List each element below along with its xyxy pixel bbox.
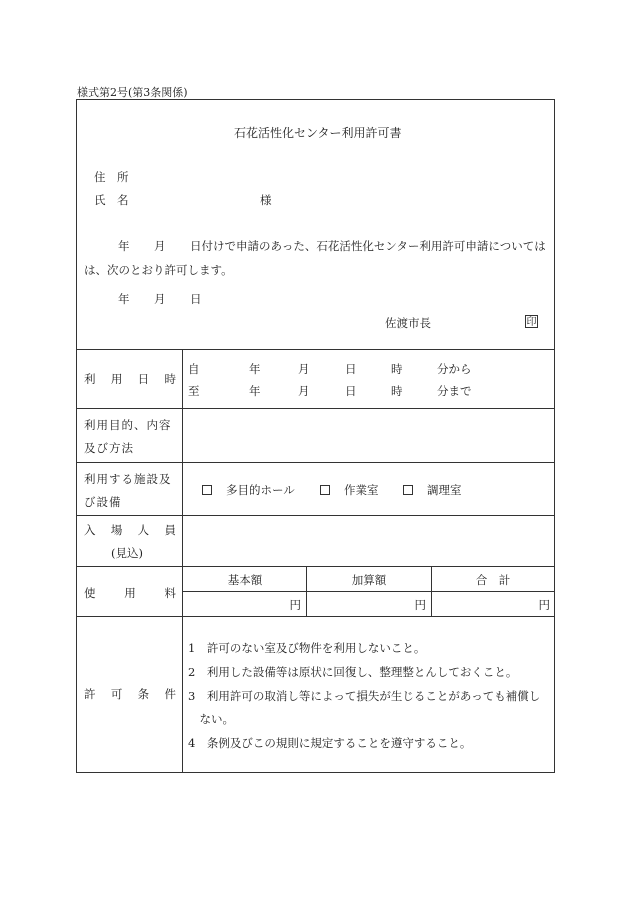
attendees-sublabel: (見込) [111,546,143,560]
conditions-label [84,686,176,702]
condition-item-3-continued: ない。 [188,712,234,726]
divider-header-bottom [76,349,555,350]
from-year: 年 [249,362,261,376]
datetime-label [84,371,176,387]
application-month: 月 [154,239,166,253]
fee-header-total: 合 計 [475,573,511,587]
to-day: 日 [345,384,357,398]
divider-fee-col2 [431,566,432,616]
checkbox-icon[interactable] [320,485,330,495]
attendees-label [84,522,176,538]
facilities-label-line2: び設備 [84,495,122,509]
purpose-label-line1: 利用目的、内容 [84,418,172,432]
attendees-label-char: 人 [137,523,150,537]
from-suffix: 分から [437,362,472,376]
address-label: 住 所 [94,170,129,184]
form-number: 様式第2号(第3条関係) [77,86,188,99]
facility-option-hall[interactable] [202,482,295,498]
purpose-field[interactable] [184,409,554,461]
datetime-label-char: 時 [164,372,176,386]
facility-option-label: 作業室 [344,483,379,497]
from-day: 日 [345,362,357,376]
to-year: 年 [249,384,261,398]
fee-header-additional: 加算額 [351,573,387,587]
attendees-label-char: 場 [110,523,123,537]
attendees-label-char: 入 [84,523,96,537]
condition-item-3: 3 利用許可の取消し等によって損失が生じることがあっても補償し [188,689,541,703]
fees-label-char: 使 [84,586,96,600]
fees-label-char: 用 [124,586,136,600]
from-prefix: 自 [188,362,200,376]
attendees-field[interactable] [184,516,554,565]
facility-option-workroom[interactable] [320,482,379,498]
condition-item-4: 4 条例及びこの規則に規定することを遵守すること。 [188,736,472,750]
issue-month: 月 [154,292,166,306]
fee-additional-unit: 円 [414,598,426,612]
divider-fee-col1 [306,566,307,616]
honorific: 様 [260,193,272,207]
fees-label-char: 料 [164,586,176,600]
body-line-2: は、次のとおり許可します。 [84,263,233,277]
conditions-label-char: 可 [110,687,123,701]
fees-label [84,585,176,601]
conditions-label-char: 件 [164,687,176,701]
divider-attendees-bottom [76,566,555,567]
issue-day: 日 [190,292,202,306]
conditions-label-char: 許 [84,687,96,701]
body-line-1: 日付けで申請のあった、石花活性化センター利用許可申請については [190,239,546,253]
divider-fee-header [182,591,555,592]
issuer-name: 佐渡市長 [385,316,431,330]
seal-mark: 印 [526,317,537,328]
from-hour: 時 [391,362,403,376]
to-hour: 時 [391,384,403,398]
fee-header-base: 基本額 [227,573,263,587]
facilities-label-line1: 利用する施設及 [84,472,172,486]
facility-option-kitchen[interactable] [403,482,462,498]
facility-option-label: 調理室 [427,483,462,497]
conditions-label-char: 条 [137,687,150,701]
checkbox-icon[interactable] [202,485,212,495]
datetime-label-char: 日 [137,372,150,386]
divider-fees-bottom [76,616,555,617]
datetime-label-char: 利 [84,372,96,386]
to-prefix: 至 [188,384,200,398]
condition-item-1: 1 許可のない室及び物件を利用しないこと。 [188,641,426,655]
issue-year: 年 [118,292,130,306]
application-year: 年 [118,239,130,253]
divider-label-column [182,349,183,773]
from-month: 月 [298,362,310,376]
facility-option-label: 多目的ホール [226,483,295,497]
datetime-label-char: 用 [110,372,123,386]
fee-base-unit: 円 [289,598,301,612]
to-month: 月 [298,384,310,398]
to-suffix: 分まで [437,384,472,398]
name-label: 氏 名 [94,193,129,207]
document-title: 石花活性化センター利用許可書 [234,126,402,140]
condition-item-2: 2 利用した設備等は原状に回復し、整理整とんしておくこと。 [188,665,518,679]
divider-purpose-bottom [76,462,555,463]
purpose-label-line2: 及び方法 [84,441,134,455]
attendees-label-char: 員 [164,523,176,537]
checkbox-icon[interactable] [403,485,413,495]
fee-total-unit: 円 [538,598,550,612]
